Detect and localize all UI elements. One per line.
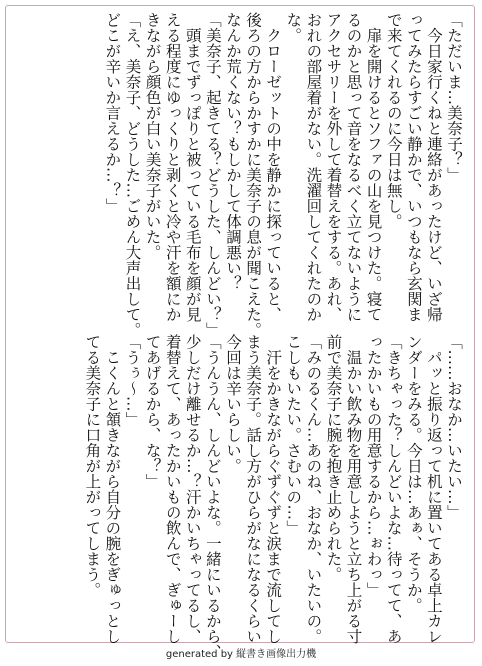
vertical-text-block-bottom: 「……おなか…いたい…」 パッと振り返って机に置いてある卓上カレ ンダーをみる。今日は…あぁ、そうか。 「きちゃった？しんどいよな…待ってて、あ ったかいもの用意するから…ぉわっ」 温かい飲み物を用意しようと立ち上がる寸 前で美奈子に腕を抱き止められた。 「みのるくん…あのね、おなか、いたいの。 こしもいたい。さむいの…」 汗をかきながらぐずぐずと涙まで流してし まう美奈子。話し方がひらがなになるくらい 今回は辛いらしい。 「うんうん、しんどいよな。一緒にいるから、 少しだけ離せるか…？汗かいちゃってるし、 着替えて、あったかいもの飲んで、ぎゅーし てあげるから、な？」 「うぅ〜…」 こくんと頷きながら自分の腕をぎゅっとし てる美奈子に口角が上がってしまう。 bbox=[83, 334, 463, 660]
generator-credit: generated by 縦書き画像出力機 bbox=[165, 649, 317, 660]
vertical-text-block-top: 「ただいま…美奈子？」 今日家行くねと連絡があったけど、いざ帰 ってみたらすごい静かで、いつもなら玄関ま で来てくれるのに今日は無し。 扉を開けるとソファの山を見つけた。寝て るのかと思って音をなるべく立てないように アクセサリーを外して着替えをする。あれ、 おれの部屋着がない。洗濯回してくれたのか な。 クローゼットの中を静かに探っていると、 後ろの方からかすかに美奈子の息が聞こえた。 なんか荒くない？もしかして体調悪い？ 「美奈子、起きてる？どうした、しんどい？」 頭までずっぽりと被っている毛布を顔が見 える程度にゆっくりと剥くと冷や汗を額にか きながら顔色が白い美奈子がいた。 「え、美奈子、どうした…ごめん大声出して。 どこが辛いか言えるか…？」 bbox=[103, 12, 463, 338]
